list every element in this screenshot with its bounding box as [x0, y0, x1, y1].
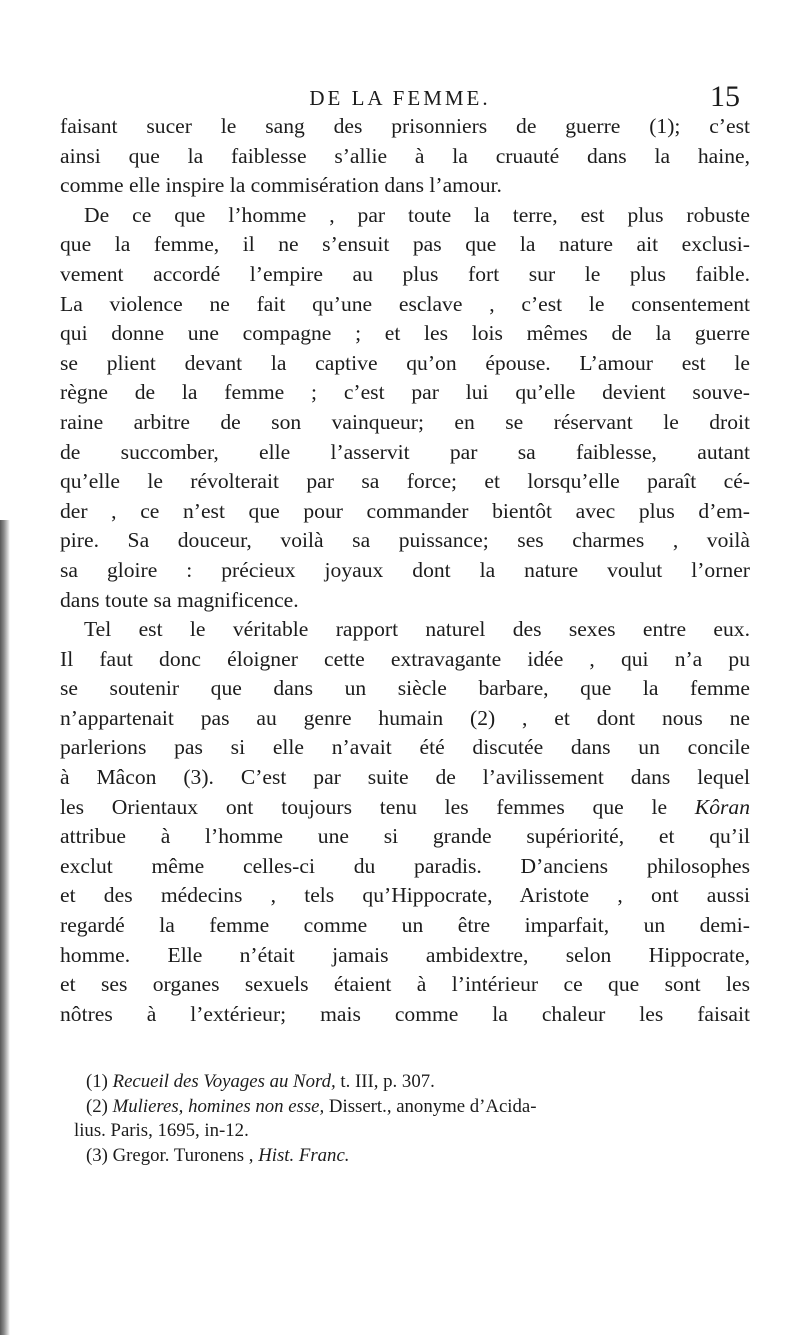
text-line: La violence ne fait qu’une esclave , c’est le consentement: [60, 291, 750, 316]
text-line: dans toute sa magnificence.: [60, 587, 299, 612]
footnote-3: [86, 1144, 746, 1169]
footnote-3-mark: (3): [86, 1144, 113, 1166]
text-line: Il faut donc éloigner cette extravagante idée , qui n’a pu: [60, 646, 750, 671]
text-line: et ses organes sexuels étaient à l’intérieur ce que sont les: [60, 972, 750, 997]
text-line: raine arbitre de son vainqueur; en se réservant le droit: [60, 409, 750, 434]
text-line: nôtres à l’extérieur; mais comme la chaleur les faisait: [60, 1001, 750, 1026]
text-line: et des médecins , tels qu’Hippocrate, Aristote , ont aussi: [60, 883, 750, 908]
footnotes: [74, 1070, 746, 1168]
text-line: qui donne une compagne ; et les lois mêmes de la guerre: [60, 321, 750, 346]
text-line: comme elle inspire la commisération dans l’amour.: [60, 173, 502, 198]
text-line: règne de la femme ; c’est par lui qu’elle devient souve-: [60, 380, 750, 405]
text-line-koran: [60, 793, 750, 823]
footnote-1: [86, 1070, 746, 1095]
footnote-2-title: Mulieres, homines non esse,: [112, 1095, 325, 1117]
text-line: de succomber, elle l’asservit par sa faiblesse, autant: [60, 439, 750, 464]
footnote-2: [86, 1095, 746, 1120]
koran-word: Kôran: [694, 794, 750, 819]
body-text: [60, 112, 750, 1029]
text-line: attribue à l’homme une si grande supériorité, et qu’il: [60, 824, 750, 849]
text-line: à Mâcon (3). C’est par suite de l’avilissement dans lequel: [60, 765, 750, 790]
text-line: parlerions pas si elle n’avait été discutée dans un concile: [60, 735, 750, 760]
running-head: DE LA FEMME.: [309, 86, 491, 110]
footnote-2-mark: (2): [86, 1095, 113, 1117]
text-line: ainsi que la faiblesse s’allie à la cruauté dans la haine,: [60, 143, 750, 168]
text-line: pire. Sa douceur, voilà sa puissance; ses charmes , voilà: [60, 528, 750, 553]
text-line: der , ce n’est que pour commander bientôt avec plus d’em-: [60, 498, 750, 523]
footnote-3-title: Hist. Franc.: [258, 1144, 350, 1166]
text-line-koran-prefix: les Orientaux ont toujours tenu les femmes que le: [60, 794, 695, 819]
text-line: n’appartenait pas au genre humain (2) , et dont nous ne: [60, 705, 750, 730]
text-line: exclut même celles-ci du paradis. D’anciens philosophes: [60, 853, 750, 878]
page-binding-shadow: [0, 520, 10, 1335]
footnote-2-continuation: lius. Paris, 1695, in-12.: [74, 1120, 249, 1141]
page-number: 15: [710, 80, 740, 113]
footnote-1-mark: (1): [86, 1071, 113, 1092]
footnote-1-title: Recueil des Voyages au Nord,: [112, 1071, 336, 1092]
text-line: faisant sucer le sang des prisonniers de guerre (1); c’est: [60, 114, 750, 138]
text-line: qu’elle le révolterait par sa force; et lorsqu’elle paraît cé-: [60, 469, 750, 494]
text-line: De ce que l’homme , par toute la terre, est plus robuste: [84, 202, 750, 227]
footnote-3-author: Gregor. Turonens ,: [112, 1144, 259, 1166]
text-line: sa gloire : précieux joyaux dont la nature voulut l’orner: [60, 557, 750, 582]
footnote-2-rest: Dissert., anonyme d’Acida-: [324, 1095, 537, 1117]
text-line: homme. Elle n’était jamais ambidextre, selon Hippocrate,: [60, 942, 750, 967]
text-line: que la femme, il ne s’ensuit pas que la nature ait exclusi-: [60, 232, 750, 257]
text-line: se plient devant la captive qu’on épouse. L’amour est le: [60, 350, 750, 375]
footnote-1-rest: t. III, p. 307.: [335, 1071, 435, 1092]
text-line: regardé la femme comme un être imparfait, un demi-: [60, 913, 750, 938]
text-line: se soutenir que dans un siècle barbare, que la femme: [60, 676, 750, 701]
text-line: vement accordé l’empire au plus fort sur le plus faible.: [60, 261, 750, 286]
text-line: Tel est le véritable rapport naturel des sexes entre eux.: [84, 617, 750, 642]
